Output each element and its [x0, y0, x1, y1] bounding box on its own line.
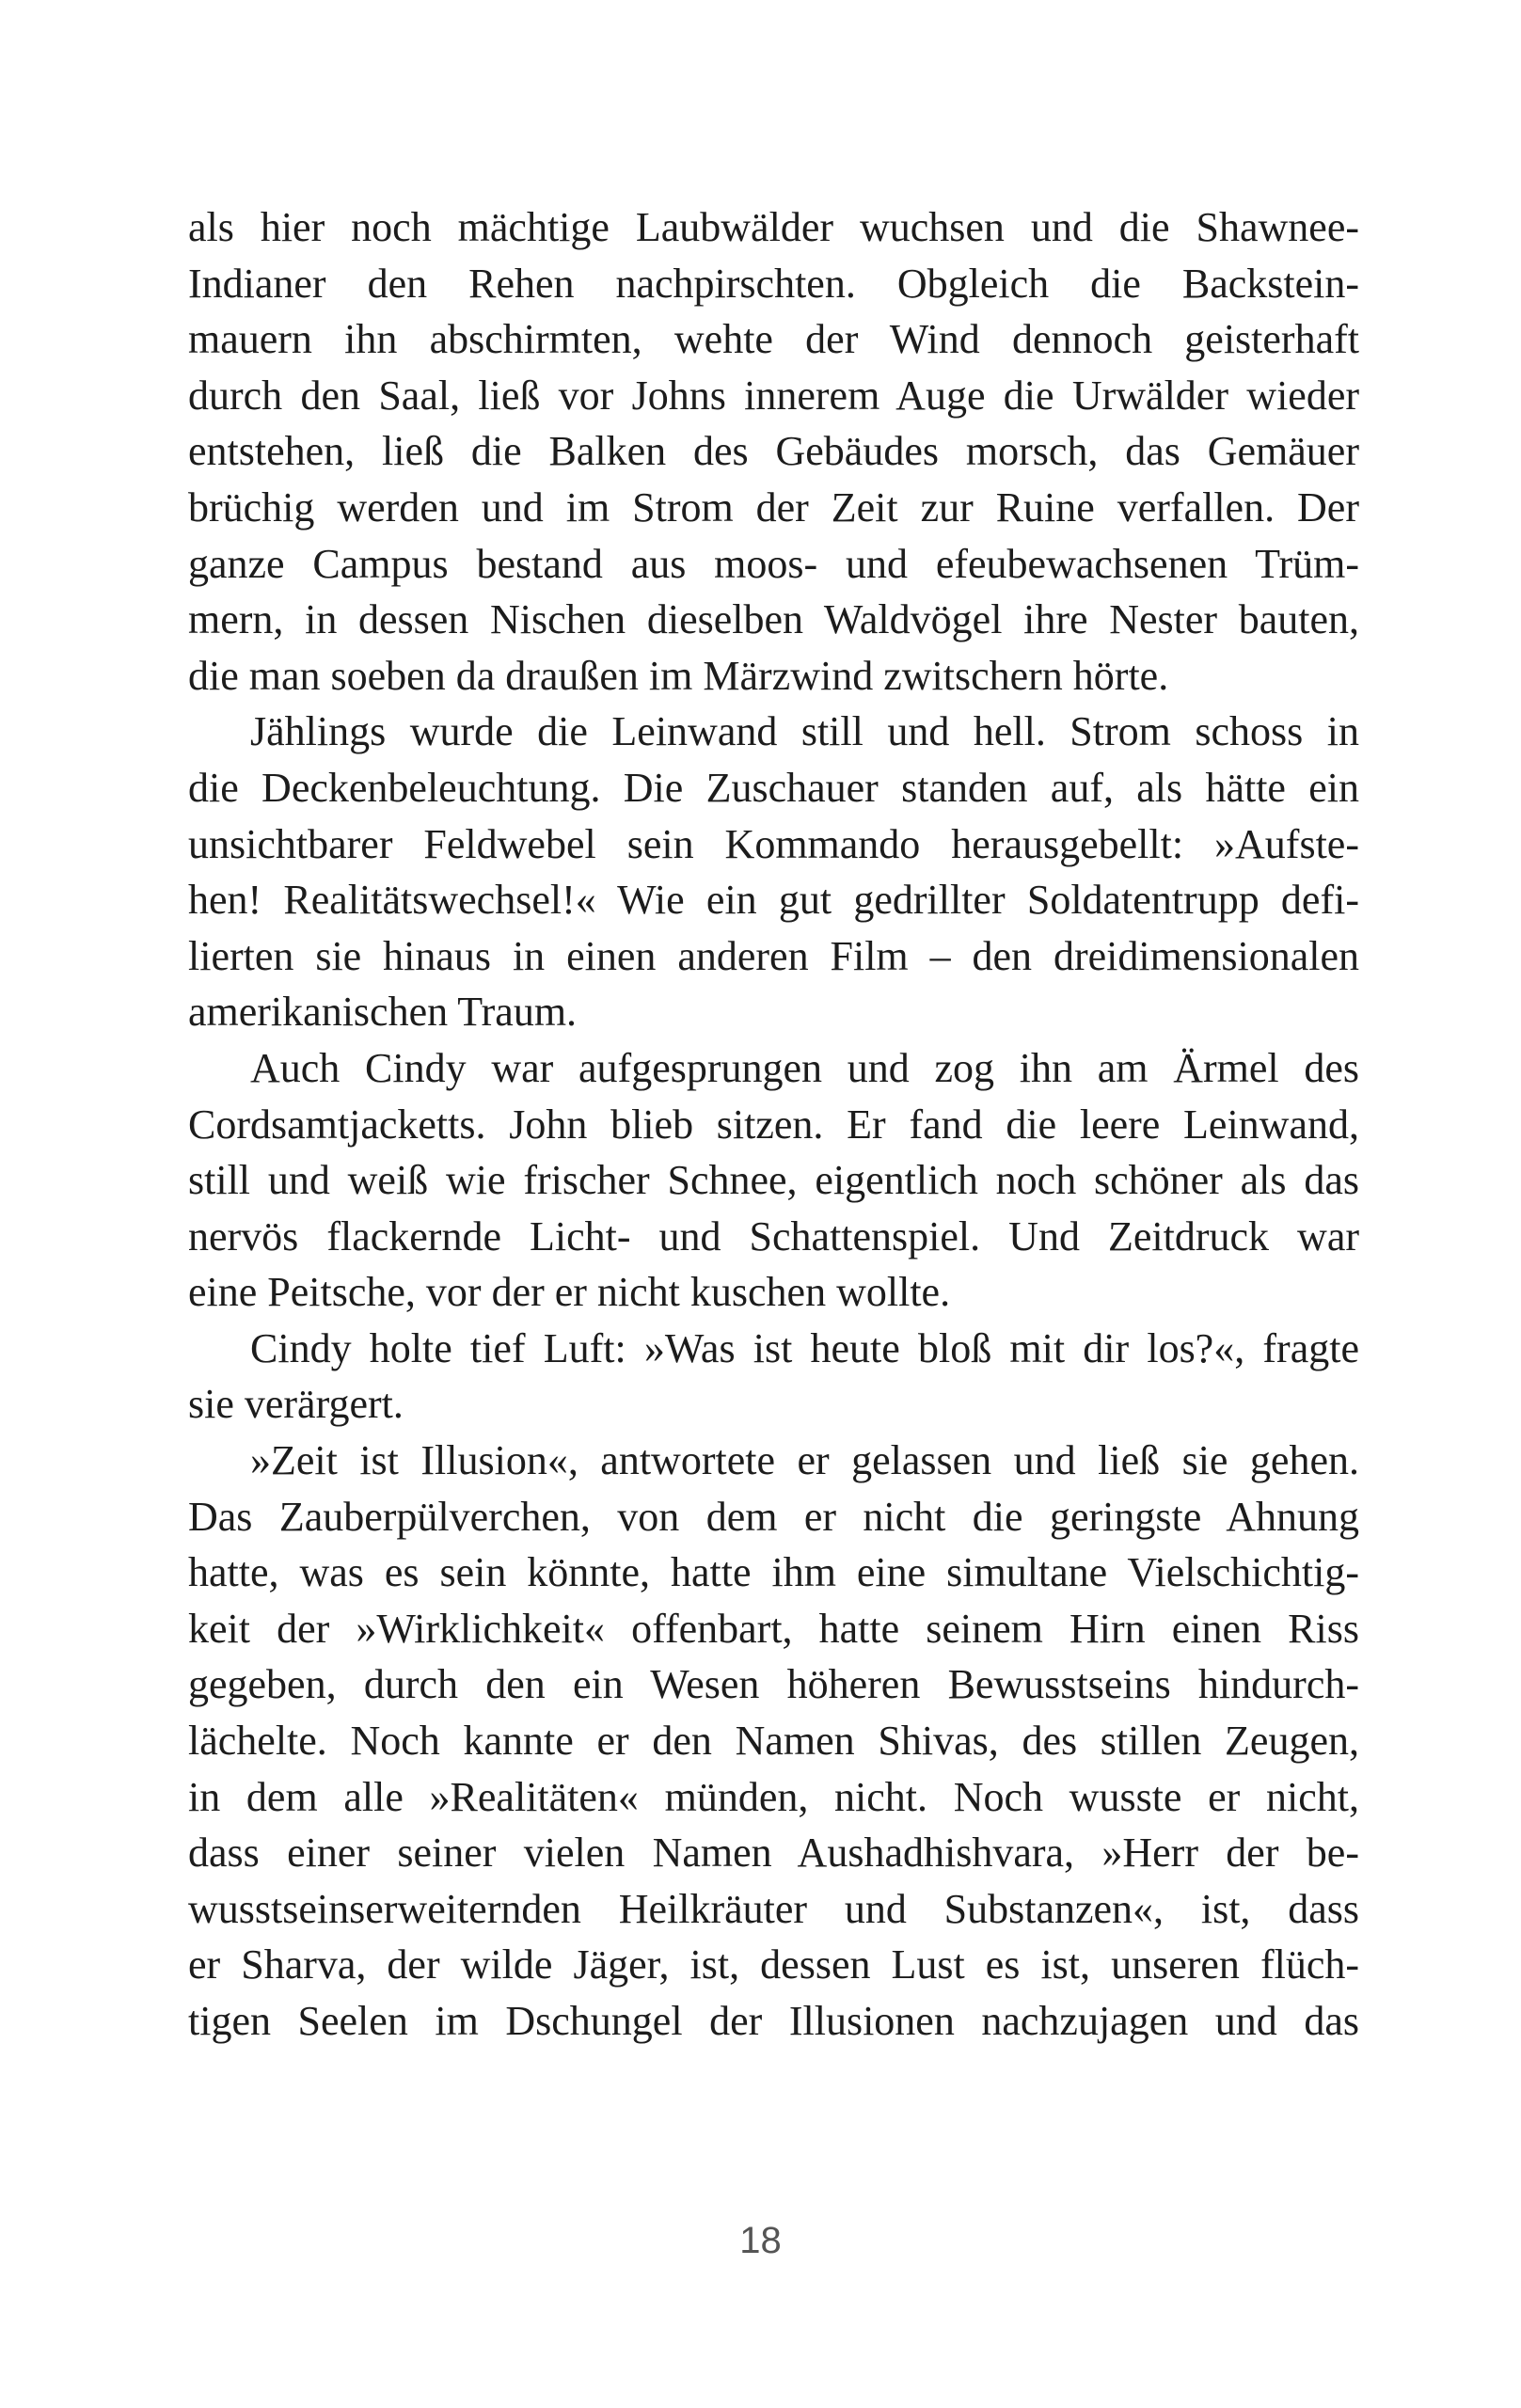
paragraph-start-line: Jählings wurde die Leinwand still und hell. Strom schoss in	[250, 708, 1359, 755]
paragraph-end-line: eine Peitsche, vor der er nicht kuschen wollte.	[188, 1269, 951, 1316]
body-text	[188, 199, 1359, 2050]
text-line: entstehen, ließ die Balken des Gebäudes morsch, das Gemäuer	[188, 428, 1359, 475]
text-line: tigen Seelen im Dschungel der Illusionen nachzujagen und das	[188, 1998, 1359, 2044]
paragraph-start-line: Auch Cindy war aufgesprungen und zog ihn am Ärmel des	[250, 1044, 1359, 1091]
text-line: unsichtbarer Feldwebel sein Kommando herausgebellt: »Aufste-	[188, 820, 1359, 867]
text-line: lierten sie hinaus in einen anderen Film – den dreidimensionalen	[188, 932, 1359, 979]
text-line: gegeben, durch den ein Wesen höheren Bewusstseins hindurch-	[188, 1661, 1359, 1708]
text-line: die Deckenbeleuchtung. Die Zuschauer standen auf, als hätte ein	[188, 764, 1359, 811]
text-line: wusstseinserweiternden Heilkräuter und Substanzen«, ist, dass	[188, 1885, 1359, 1932]
text-line: dass einer seiner vielen Namen Aushadhishvara, »Herr der be-	[188, 1830, 1359, 1877]
page-number: 18	[739, 2220, 782, 2261]
text-line: ganze Campus bestand aus moos- und efeubewachsenen Trüm-	[188, 540, 1359, 587]
text-line: mauern ihn abschirmten, wehte der Wind dennoch geisterhaft	[188, 316, 1359, 363]
text-line: keit der »Wirklichkeit« offenbart, hatte seinem Hirn einen Riss	[188, 1605, 1359, 1652]
text-line: Das Zauberpülverchen, von dem er nicht die geringste Ahnung	[188, 1493, 1359, 1540]
text-line: lächelte. Noch kannte er den Namen Shivas, des stillen Zeugen,	[188, 1718, 1359, 1765]
text-line: still und weiß wie frischer Schnee, eigentlich noch schöner als das	[188, 1157, 1359, 1204]
text-line: er Sharva, der wilde Jäger, ist, dessen Lust es ist, unseren flüch-	[188, 1941, 1359, 1988]
text-line: hatte, was es sein könnte, hatte ihm eine simultane Vielschichtig-	[188, 1549, 1359, 1596]
paragraph-start-line: Cindy holte tief Luft: »Was ist heute bloß mit dir los?«, fragte	[250, 1324, 1359, 1371]
text-line: als hier noch mächtige Laubwälder wuchsen und die Shawnee-	[188, 204, 1359, 250]
paragraph-start-line: »Zeit ist Illusion«, antwortete er gelassen und ließ sie gehen.	[250, 1437, 1359, 1484]
text-line: nervös flackernde Licht- und Schattenspiel. Und Zeitdruck war	[188, 1212, 1359, 1259]
paragraph-end-line: amerikanischen Traum.	[188, 989, 578, 1036]
text-line: hen! Realitätswechsel!« Wie ein gut gedrillter Soldatentrupp defi-	[188, 877, 1359, 924]
text-line: in dem alle »Realitäten« münden, nicht. Noch wusste er nicht,	[188, 1773, 1359, 1820]
paragraph-end-line: die man soeben da draußen im Märzwind zwitschern hörte.	[188, 652, 1169, 699]
paragraph-end-line: sie verärgert.	[188, 1381, 404, 1428]
text-line: Indianer den Rehen nachpirschten. Obgleich die Backstein-	[188, 260, 1359, 307]
text-line: Cordsamtjacketts. John blieb sitzen. Er fand die leere Leinwand,	[188, 1101, 1359, 1148]
text-line: durch den Saal, ließ vor Johns innerem Auge die Urwälder wieder	[188, 372, 1359, 419]
text-line: mern, in dessen Nischen dieselben Waldvögel ihre Nester bauten,	[188, 596, 1359, 643]
text-line: brüchig werden und im Strom der Zeit zur Ruine verfallen. Der	[188, 483, 1359, 531]
